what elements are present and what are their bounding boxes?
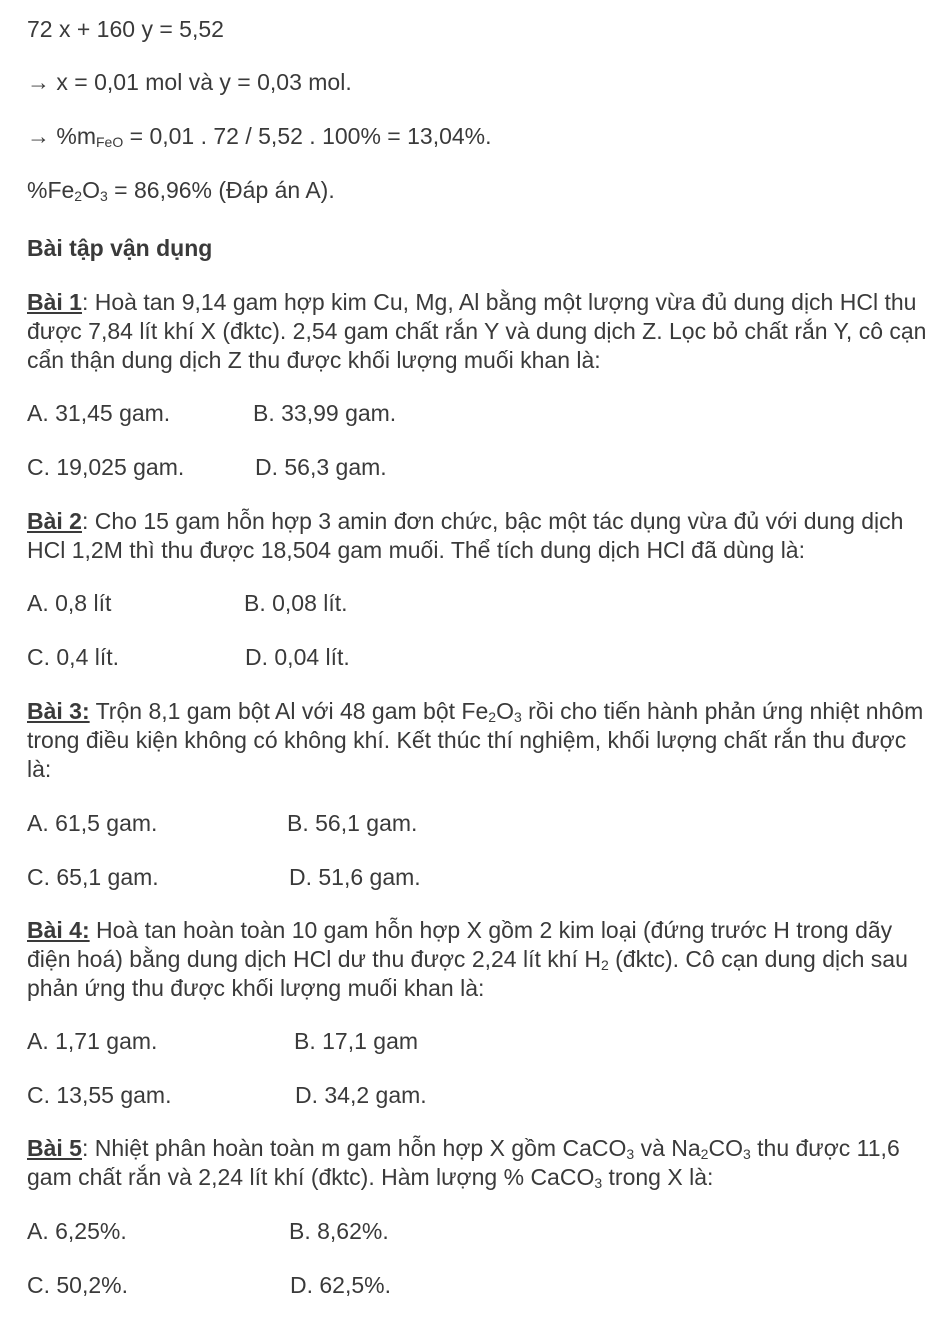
problem-3-body-a: Trộn 8,1 gam bột Al với 48 gam bột Fe [89, 698, 489, 724]
problem-5-sub-4: 3 [594, 1175, 603, 1191]
problem-2-text [27, 507, 927, 565]
fe2o3-mid: O [82, 177, 100, 203]
problem-4-label: Bài 4: [27, 917, 90, 943]
problem-2-option-c: C. 0,4 lít. [27, 644, 120, 670]
problem-5-body-b: và Na [634, 1135, 701, 1161]
problem-4-option-a: A. 1,71 gam. [27, 1028, 158, 1054]
problem-4-body-a: Hoà tan hoàn toàn 10 gam hỗn hợp X gồm 2 kim loại (đứng trước H trong dãy điện hoá) bằng dung dịch HCl dư thu được 2,24 lít khí H [27, 917, 893, 972]
problem-2-option-d: D. 0,04 lít. [245, 644, 350, 670]
problem-4-option-c: C. 13,55 gam. [27, 1082, 172, 1108]
problem-5-body-a: : Nhiệt phân hoàn toàn m gam hỗn hợp X gồm CaCO [81, 1135, 627, 1161]
problem-3-option-d: D. 51,6 gam. [289, 864, 421, 890]
problem-5-option-b: B. 8,62%. [289, 1218, 389, 1244]
problem-2-option-a: A. 0,8 lít [27, 590, 112, 616]
problem-3-sub-2: 3 [513, 709, 522, 725]
percent-feo-rest: = 0,01 . 72 / 5,52 . 100% = 13,04%. [123, 123, 492, 149]
problem-4-body-b: (đktc). Cô cạn dung dịch sau phản ứng thu được khối lượng muối khan là: [27, 946, 908, 1001]
problem-1-option-a: A. 31,45 gam. [27, 400, 171, 426]
problem-5-label: Bài 5 [27, 1135, 82, 1161]
equation-line-1: 72 x + 160 y = 5,52 [27, 16, 224, 42]
problem-5-sub-3: 3 [742, 1146, 751, 1162]
problem-5-text [27, 1134, 927, 1192]
section-title: Bài tập vận dụng [27, 235, 213, 261]
problem-5-option-d: D. 62,5%. [290, 1272, 391, 1298]
fe2o3-sub-1: 2 [74, 188, 83, 204]
problem-1-body: : Hoà tan 9,14 gam hợp kim Cu, Mg, Al bằng một lượng vừa đủ dung dịch HCl thu được 7,84 lít khí X (đktc). 2,54 gam chất rắn Y và dung dịch Z. Lọc bỏ chất rắn Y, cô cạn cẩn thận dung dịch Z thu được khối lượng muối khan là: [27, 289, 927, 373]
fe2o3-prefix: %Fe [27, 177, 75, 203]
problem-1-label: Bài 1 [27, 289, 82, 315]
problem-3-option-c: C. 65,1 gam. [27, 864, 159, 890]
fe2o3-sub-2: 3 [99, 188, 108, 204]
problem-5-body-d: thu được 11,6 gam chất rắn và 2,24 lít khí (đktc). Hàm lượng % CaCO [27, 1135, 900, 1190]
problem-5-body-e: trong X là: [602, 1164, 714, 1190]
problem-1-option-d: D. 56,3 gam. [255, 454, 387, 480]
problem-3-label: Bài 3: [27, 698, 90, 724]
problem-3-sub-1: 2 [488, 709, 497, 725]
problem-4-text [27, 916, 927, 1003]
percent-feo-line [27, 122, 492, 150]
problem-1-option-c: C. 19,025 gam. [27, 454, 185, 480]
problem-1-option-b: B. 33,99 gam. [253, 400, 397, 426]
problem-2-option-b: B. 0,08 lít. [244, 590, 348, 616]
problem-4-option-b: B. 17,1 gam [294, 1028, 419, 1054]
problem-5-sub-1: 3 [626, 1146, 635, 1162]
problem-1-text [27, 288, 927, 375]
problem-5-option-c: C. 50,2%. [27, 1272, 128, 1298]
result-line: → x = 0,01 mol và y = 0,03 mol. [27, 69, 352, 95]
problem-2-body: : Cho 15 gam hỗn hợp 3 amin đơn chức, bậc một tác dụng vừa đủ với dung dịch HCl 1,2M thì thu được 18,504 gam muối. Thể tích dung dịch HCl đã dùng là: [27, 508, 904, 563]
problem-5-body-c: CO [708, 1135, 743, 1161]
problem-3-option-b: B. 56,1 gam. [287, 810, 418, 836]
feo-subscript: FeO [96, 134, 124, 150]
percent-feo-prefix: → %m [27, 123, 96, 149]
problem-3-text [27, 697, 927, 784]
problem-3-body-b: O [496, 698, 514, 724]
problem-3-body-c: rồi cho tiến hành phản ứng nhiệt nhôm trong điều kiện không có không khí. Kết thúc thí nghiệm, khối lượng chất rắn thu được là: [27, 698, 924, 782]
problem-5-option-a: A. 6,25%. [27, 1218, 127, 1244]
fe2o3-rest: = 86,96% (Đáp án A). [107, 177, 335, 203]
problem-4-sub-1: 2 [600, 957, 609, 973]
percent-fe2o3-line [27, 176, 335, 204]
problem-2-label: Bài 2 [27, 508, 82, 534]
problem-4-option-d: D. 34,2 gam. [295, 1082, 427, 1108]
problem-5-sub-2: 2 [700, 1146, 709, 1162]
problem-3-option-a: A. 61,5 gam. [27, 810, 158, 836]
